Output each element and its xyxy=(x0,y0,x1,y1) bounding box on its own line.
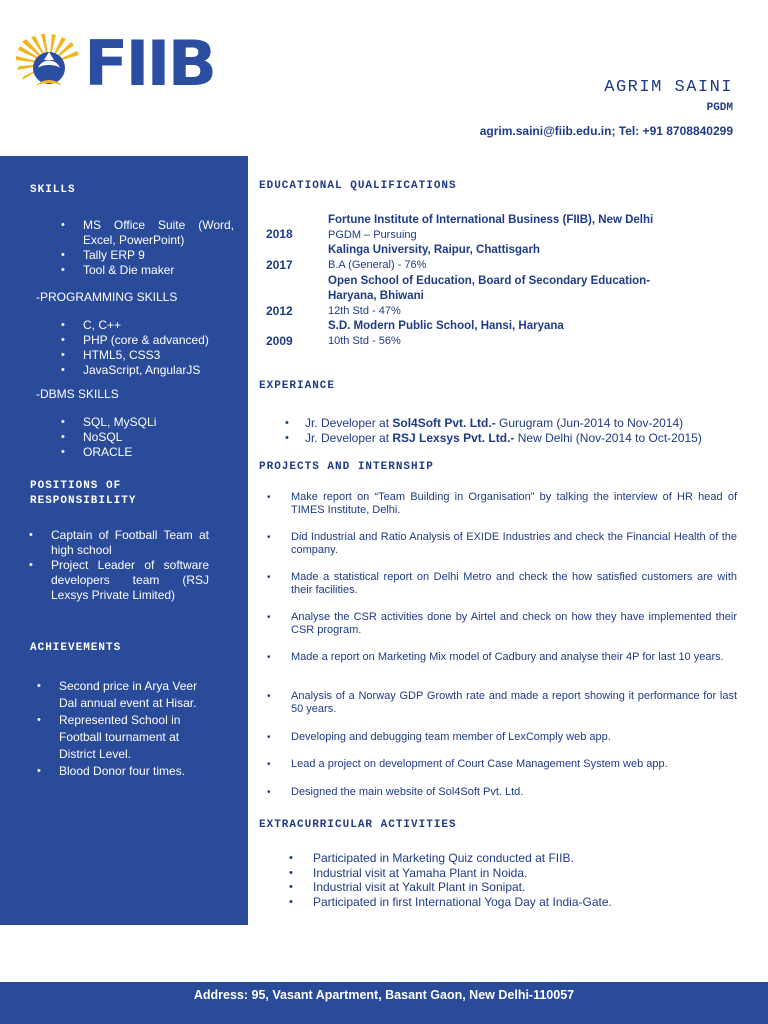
list-item: • Participated in first International Yoga Day at India-Gate. xyxy=(313,895,612,910)
project-item: • Developing and debugging team member of LexComply web app. xyxy=(291,731,737,744)
project-item: • Make report on “Team Building in Organisation” by talking the interview of HR head of TIMES Institute, Delhi. xyxy=(291,491,737,517)
list-item: • NoSQL xyxy=(83,430,238,445)
programming-skills-heading: -PROGRAMMING SKILLS xyxy=(36,290,178,304)
experience-company: Sol4Soft Pvt. Ltd.- xyxy=(392,416,496,430)
list-item: • Industrial visit at Yakult Plant in Sonipat. xyxy=(313,880,612,895)
positions-list xyxy=(51,528,209,603)
list-item xyxy=(305,416,702,431)
candidate-program: PGDM xyxy=(706,102,733,114)
candidate-name: AGRIM SAINI xyxy=(604,78,733,97)
footer-bar xyxy=(0,982,768,1024)
education-degree: 12th Std - 47% xyxy=(328,305,401,317)
education-institution: Open School of Education, Board of Secondary Education-Haryana, Bhiwani xyxy=(328,275,651,302)
dbms-skills-heading: -DBMS SKILLS xyxy=(36,387,119,401)
list-item: • Second price in Arya Veer Dal annual event at Hisar. xyxy=(59,678,209,712)
experience-role: Jr. Developer at xyxy=(305,431,393,445)
list-item: • HTML5, CSS3 xyxy=(83,348,238,363)
education-year: 2018 xyxy=(266,227,293,241)
list-item: • MS Office Suite (Word, Excel, PowerPoint) xyxy=(83,218,234,248)
education-institution: Fortune Institute of International Business (FIIB), New Delhi xyxy=(328,214,654,226)
list-item: • Tally ERP 9 xyxy=(83,248,234,263)
education-degree: PGDM – Pursuing xyxy=(328,229,417,241)
positions-heading-line-2: RESPONSIBILITY xyxy=(30,495,137,507)
project-item: • Designed the main website of Sol4Soft Pvt. Ltd. xyxy=(291,786,737,799)
footer-address: Address: 95, Vasant Apartment, Basant Gaon, New Delhi-110057 xyxy=(193,988,575,1002)
education-institution: S.D. Modern Public School, Hansi, Haryana xyxy=(328,320,564,332)
list-item: • SQL, MySQLi xyxy=(83,415,238,430)
experience-details: New Delhi (Nov-2014 to Oct-2015) xyxy=(514,431,702,445)
project-item: • Did Industrial and Ratio Analysis of EXIDE Industries and check the Financial Health of the company. xyxy=(291,531,737,557)
project-item: • Analyse the CSR activities done by Airtel and check on how they have implemented their CSR program. xyxy=(291,611,737,637)
list-item: • PHP (core & advanced) xyxy=(83,333,238,348)
contact-line[interactable]: agrim.saini@fiib.edu.in; Tel: +91 8708840299 xyxy=(479,124,733,138)
education-year: 2009 xyxy=(266,334,293,348)
list-item: • Industrial visit at Yamaha Plant in Noida. xyxy=(313,866,612,881)
education-year: 2017 xyxy=(266,258,293,272)
project-item: • Made a statistical report on Delhi Metro and check the how satisfied customers are with their facilities. xyxy=(291,571,737,597)
achievements-heading: ACHIEVEMENTS xyxy=(30,642,122,654)
list-item: • Represented School in Football tournament at District Level. xyxy=(59,712,209,763)
fiib-logo xyxy=(14,27,214,100)
education-degree: B.A (General) - 76% xyxy=(328,259,427,271)
list-item: • Captain of Football Team at high school xyxy=(51,528,209,558)
experience-list xyxy=(305,416,702,446)
sidebar xyxy=(0,156,248,925)
education-institution: Kalinga University, Raipur, Chattisgarh xyxy=(328,244,540,256)
achievements-list xyxy=(59,678,209,780)
project-item: • Made a report on Marketing Mix model of Cadbury and analyse their 4P for last 10 years. xyxy=(291,651,737,664)
list-item: • JavaScript, AngularJS xyxy=(83,363,238,378)
list-item: • C, C++ xyxy=(83,318,238,333)
logo-wordmark: FIIB xyxy=(84,27,214,100)
extracurricular-list xyxy=(313,851,612,909)
education-degree: 10th Std - 56% xyxy=(328,335,401,347)
sun-emblem-icon xyxy=(14,34,84,94)
dbms-skills-list xyxy=(83,415,238,460)
experience-company: RSJ Lexsys Pvt. Ltd.- xyxy=(392,431,515,445)
list-item: • Blood Donor four times. xyxy=(59,763,209,780)
experience-role: Jr. Developer at xyxy=(305,416,393,430)
experience-details: Gurugram (Jun-2014 to Nov-2014) xyxy=(495,416,684,430)
skills-heading: SKILLS xyxy=(30,184,76,196)
experience-heading: EXPERIANCE xyxy=(259,380,336,392)
list-item: • Tool & Die maker xyxy=(83,263,234,278)
list-item: • Participated in Marketing Quiz conducted at FIIB. xyxy=(313,851,612,866)
list-item: • Project Leader of software developers team (RSJ Lexsys Private Limited) xyxy=(51,558,209,603)
list-item: • ORACLE xyxy=(83,445,238,460)
list-item xyxy=(305,431,702,446)
project-item: • Lead a project on development of Court Case Management System web app. xyxy=(291,758,737,771)
projects-heading: PROJECTS AND INTERNSHIP xyxy=(259,461,434,473)
extracurricular-heading: EXTRACURRICULAR ACTIVITIES xyxy=(259,819,457,831)
positions-heading-line-1: POSITIONS OF xyxy=(30,480,122,492)
programming-skills-list xyxy=(83,318,238,378)
project-item: • Analysis of a Norway GDP Growth rate and made a report showing it performance for last 50 years. xyxy=(291,690,737,716)
education-year: 2012 xyxy=(266,304,293,318)
positions-heading xyxy=(30,479,136,509)
skills-list xyxy=(83,218,234,278)
education-heading: EDUCATIONAL QUALIFICATIONS xyxy=(259,180,457,192)
